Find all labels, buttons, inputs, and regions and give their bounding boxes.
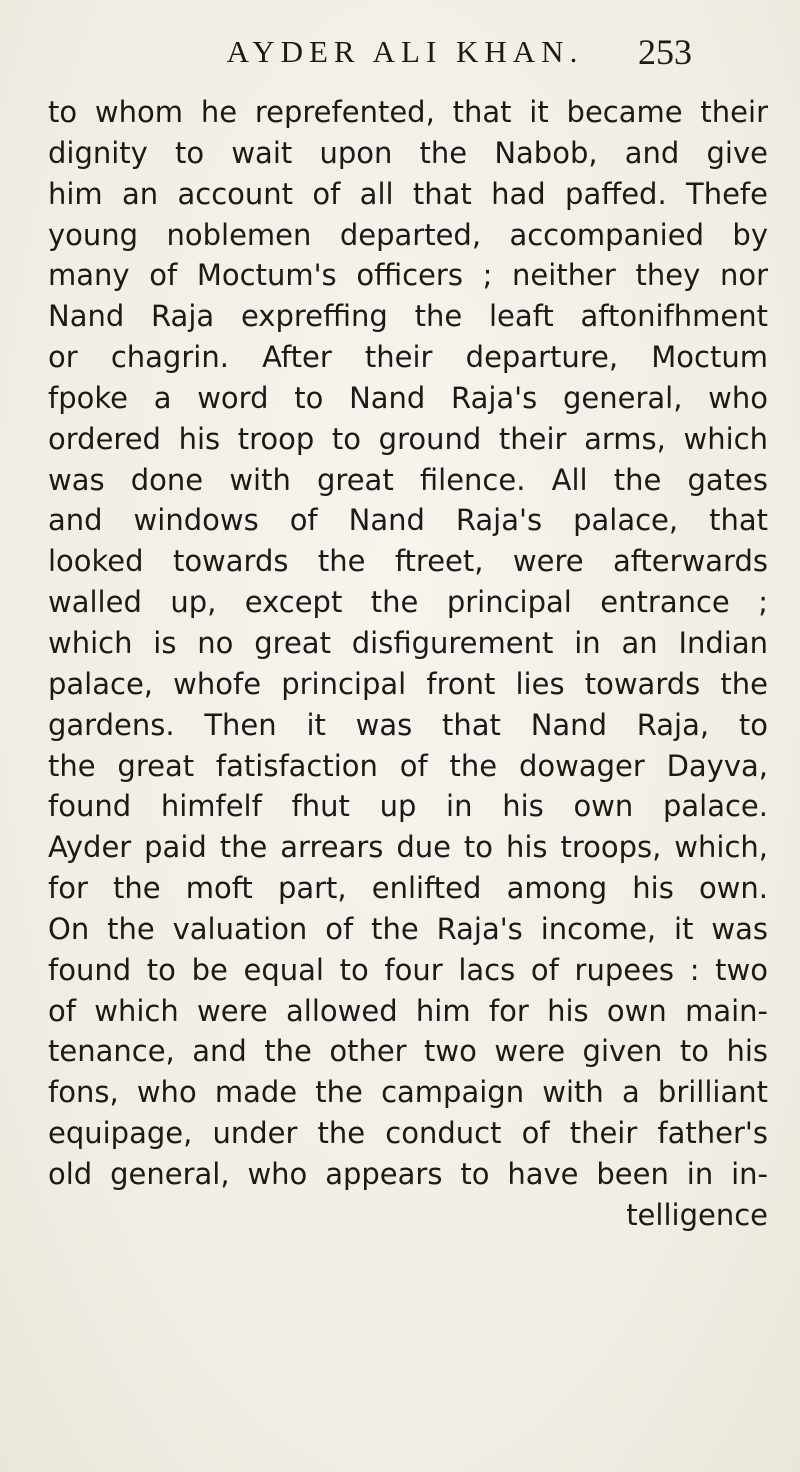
text-line: to whom he reprefented, that it became their [48,95,768,129]
text-line: young noblemen departed, accompanied by [48,217,768,252]
text-line: equipage, under the conduct of their father's [48,1116,768,1151]
text-line: old general, who appears to have been in in- [48,1156,768,1191]
text-line: and windows of Nand Raja's palace, that [48,503,768,538]
text-line: gardens. Then it was that Nand Raja, to [48,707,768,742]
catchword: telligence [626,1197,768,1232]
text-line: or chagrin. After their departure, Moctum [48,340,768,375]
text-line: palace, whofe principal front lies towards the [48,666,768,701]
text-line: of which were allowed him for his own main- [48,993,768,1028]
text-line: many of Moctum's officers ; neither they nor [48,258,768,293]
text-line: fons, who made the campaign with a brilliant [48,1075,768,1110]
running-head: AYDER ALI KHAN. [226,34,584,69]
text-line: walled up, except the principal entrance ; [48,585,768,620]
text-line: fpoke a word to Nand Raja's general, who [48,380,768,415]
text-line: dignity to wait upon the Nabob, and give [48,135,768,170]
text-line: On the valuation of the Raja's income, it was [48,911,768,946]
text-line: which is no great disfigurement in an Indian [48,625,768,660]
text-line: looked towards the ftreet, were afterwards [48,544,768,579]
body-text [48,92,768,1236]
text-line: for the moft part, enlifted among his own. [48,871,768,906]
text-line: Ayder paid the arrears due to his troops, which, [48,830,768,865]
page-number: 253 [638,32,692,72]
text-line: him an account of all that had paffed. Thefe [48,176,768,211]
text-line: tenance, and the other two were given to his [48,1034,768,1069]
text-line: Nand Raja expreffing the leaft aftonifhment [48,299,768,334]
text-line: found to be equal to four lacs of rupees : two [48,952,768,987]
text-line: ordered his troop to ground their arms, which [48,421,768,456]
text-line: was done with great filence. All the gates [48,462,768,497]
text-line: the great fatisfaction of the dowager Dayva, [48,748,768,783]
text-line: found himfelf fhut up in his own palace. [48,789,768,824]
